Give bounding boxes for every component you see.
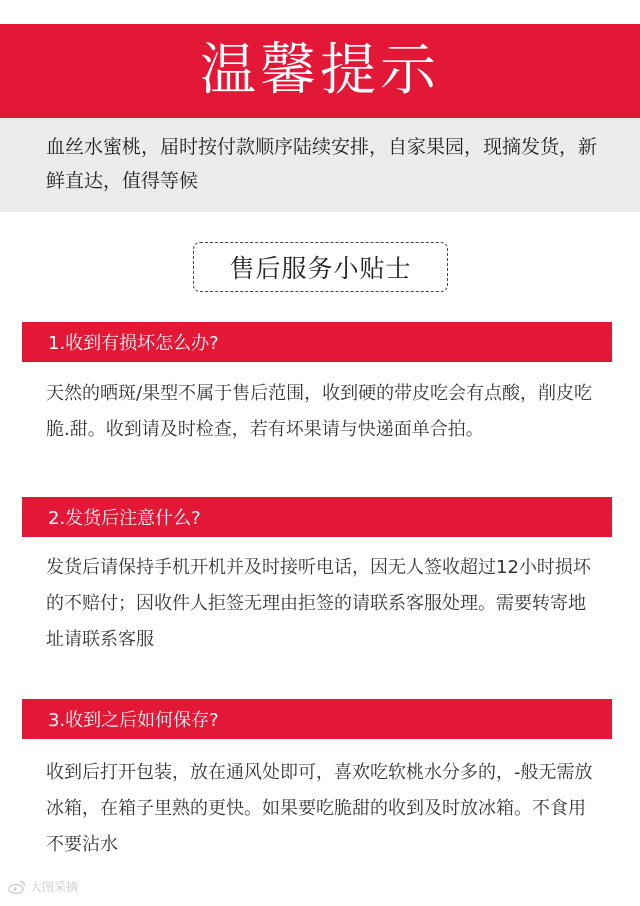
- section-header-storage: [22, 699, 612, 739]
- notice-box: [0, 118, 640, 212]
- page-title: 温馨提示: [200, 38, 440, 103]
- header-banner: [0, 24, 640, 118]
- weibo-logo-icon: [8, 880, 26, 894]
- notice-text: 血丝水蜜桃，届时按付款顺序陆续安排，自家果园，现摘发货，新鲜直达，值得等候: [46, 136, 598, 192]
- section-title: 2.发货后注意什么?: [48, 508, 201, 529]
- subtitle-title: 售后服务小贴士: [229, 254, 412, 283]
- section-body-after-shipping: 发货后请保持手机开机并及时接听电话，因无人签收超过12小时损坏的不赔付；因收件人拒签无理由拒签的请联系客服处理。需要转寄地址请联系客服: [46, 557, 591, 650]
- section-title: 3.收到之后如何保存?: [48, 710, 219, 731]
- section-title: 1.收到有损坏怎么办?: [48, 333, 219, 354]
- watermark: [8, 878, 78, 895]
- section-header-damage: [22, 322, 612, 362]
- section-body-storage: 收到后打开包装，放在通风处即可，喜欢吃软桃水分多的，-般无需放冰箱，在箱子里熟的更快。如果要吃脆甜的收到及时放冰箱。不食用不要沾水: [46, 762, 593, 855]
- section-body-damage: 天然的晒斑/果型不属于售后范围，收到硬的带皮吃会有点酸，削皮吃脆.甜。收到请及时检查，若有坏果请与快递面单合拍。: [46, 383, 593, 440]
- section-header-after-shipping: [22, 497, 612, 537]
- watermark-text: 大图采摘: [30, 880, 79, 894]
- subtitle-box: [193, 242, 448, 292]
